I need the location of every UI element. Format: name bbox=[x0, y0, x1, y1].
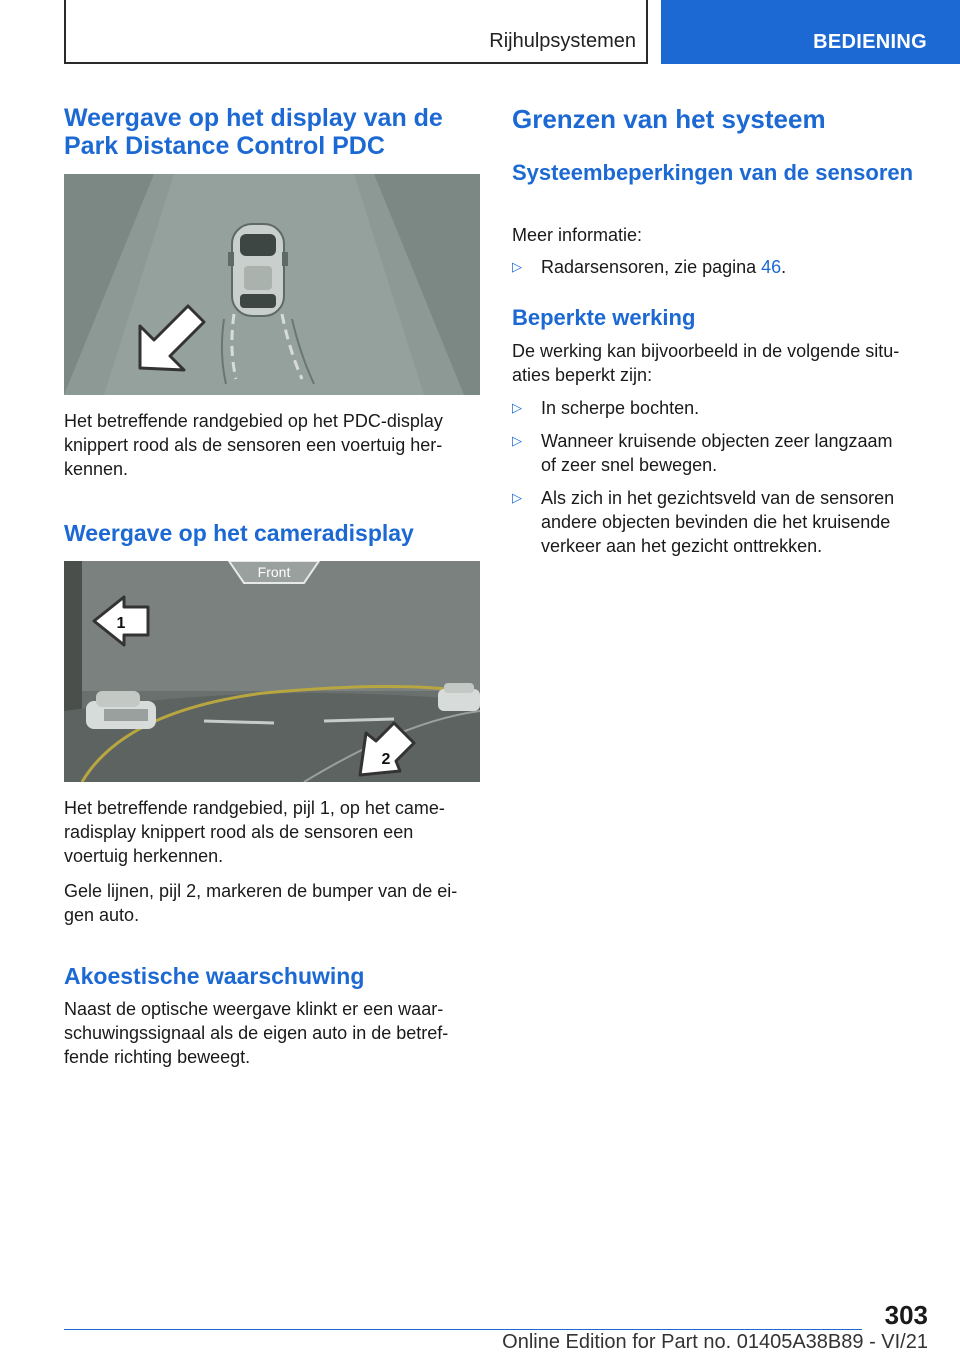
sensor-limits-heading: Systeembeperkingen van de sensoren bbox=[512, 160, 914, 185]
header-chapter-tab: BEDIENING bbox=[661, 0, 960, 64]
pdc-display-heading: Weergave op het display van de Park Distance Control PDC bbox=[64, 104, 443, 160]
arrow-1-label: 1 bbox=[116, 615, 126, 632]
acoustic-warning-text: Naast de optische weergave klinkt er een waar-schuwingssignaal als de eigen auto in de betref-fende richting beweegt. bbox=[64, 999, 449, 1067]
right-car bbox=[438, 683, 480, 711]
camera-description-1: Het betreffende randgebied, pijl 1, op het came-radisplay knippert rood als de sensoren een voertuig herkennen. bbox=[64, 798, 445, 866]
page-number: 303 bbox=[884, 1300, 928, 1330]
list-item bbox=[512, 486, 912, 558]
list-item bbox=[512, 429, 912, 477]
footer-divider bbox=[64, 1329, 862, 1330]
triangle-bullet-icon: ▷ bbox=[512, 433, 522, 448]
list-item-text: Wanneer kruisende objecten zeer langzaam of zeer snel bewegen. bbox=[541, 431, 893, 475]
pdc-description: Het betreffende randgebied op het PDC-display knippert rood als de sensoren een voertuig her-kennen. bbox=[64, 411, 443, 479]
acoustic-warning-heading: Akoestische waarschuwing bbox=[64, 963, 365, 989]
page-46-link[interactable]: 46 bbox=[761, 257, 782, 277]
arrow-2-label: 2 bbox=[381, 751, 391, 768]
triangle-bullet-icon: ▷ bbox=[512, 400, 522, 415]
header-section-title: Rijhulpsystemen bbox=[489, 30, 636, 52]
camera-front-label: Front bbox=[257, 564, 291, 580]
limited-function-heading: Beperkte werking bbox=[512, 305, 696, 330]
more-info-text: Meer informatie: bbox=[512, 225, 643, 245]
list-item bbox=[512, 255, 928, 279]
sensor-item-end: . bbox=[781, 257, 787, 277]
pdc-illustration bbox=[64, 174, 480, 395]
sensor-item-text: Radarsensoren, zie pagina bbox=[541, 257, 762, 277]
camera-display-heading: Weergave op het cameradisplay bbox=[64, 520, 414, 546]
triangle-bullet-icon: ▷ bbox=[512, 490, 522, 505]
list-item-text: In scherpe bochten. bbox=[541, 398, 700, 418]
limited-function-text: De werking kan bijvoorbeeld in de volgende situ-aties beperkt zijn: bbox=[512, 341, 900, 385]
list-item-text: Als zich in het gezichtsveld van de sensoren andere objecten bevinden die het kruisende verkeer aan het gezicht onttrekken. bbox=[541, 488, 895, 556]
camera-display-figure bbox=[64, 561, 480, 782]
limited-list bbox=[512, 396, 912, 558]
camera-illustration bbox=[64, 561, 480, 782]
list-item bbox=[512, 396, 912, 420]
limits-heading: Grenzen van het systeem bbox=[512, 104, 826, 134]
pdc-display-figure bbox=[64, 174, 480, 395]
car-top-view bbox=[228, 224, 288, 316]
footer-edition: Online Edition for Part no. 01405A38B89 - VI/21 bbox=[502, 1331, 928, 1353]
triangle-bullet-icon: ▷ bbox=[512, 259, 522, 274]
camera-description-2: Gele lijnen, pijl 2, markeren de bumper van de ei-gen auto. bbox=[64, 881, 458, 925]
sensor-list bbox=[512, 255, 928, 279]
